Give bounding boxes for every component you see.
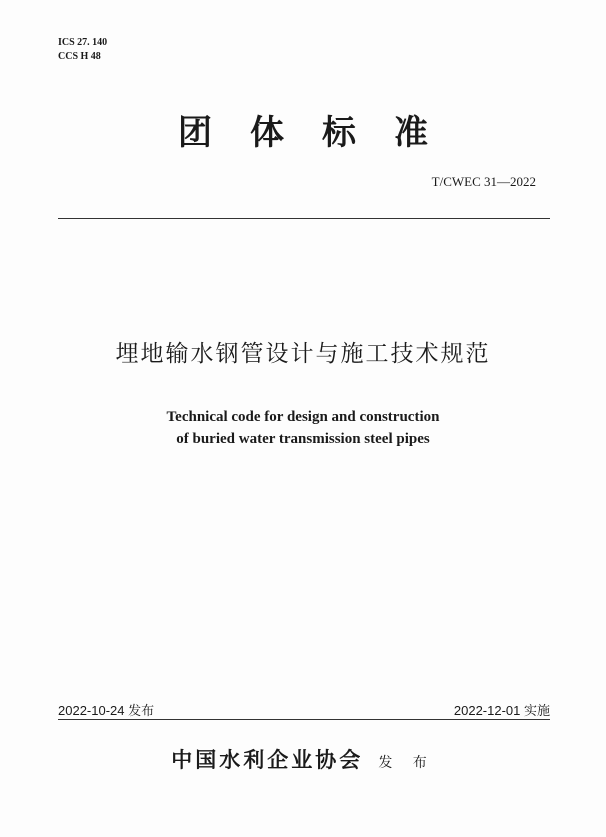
publisher-suffix: 发 布 xyxy=(378,755,435,771)
implementation-date: 2022-12-01 实施 xyxy=(453,703,550,718)
publisher xyxy=(0,744,606,774)
issue-date: 2022-10-24 发布 xyxy=(58,703,155,718)
chinese-title: 埋地输水钢管设计与施工技术规范 xyxy=(115,341,491,367)
english-title-line-2: of buried water transmission steel pipes xyxy=(176,431,430,447)
top-divider xyxy=(58,218,550,219)
standard-type-heading: 团体标准 xyxy=(178,113,466,153)
english-title xyxy=(0,406,606,450)
standard-number: T/CWEC 31—2022 xyxy=(431,174,536,189)
ics-code: ICS 27. 140 xyxy=(58,37,108,48)
publisher-name: 中国水利企业协会 xyxy=(171,747,364,772)
ccs-code: CCS H 48 xyxy=(58,51,101,62)
english-title-line-1: Technical code for design and construction xyxy=(166,409,440,425)
bottom-divider xyxy=(58,719,550,720)
classification-codes xyxy=(58,36,107,64)
